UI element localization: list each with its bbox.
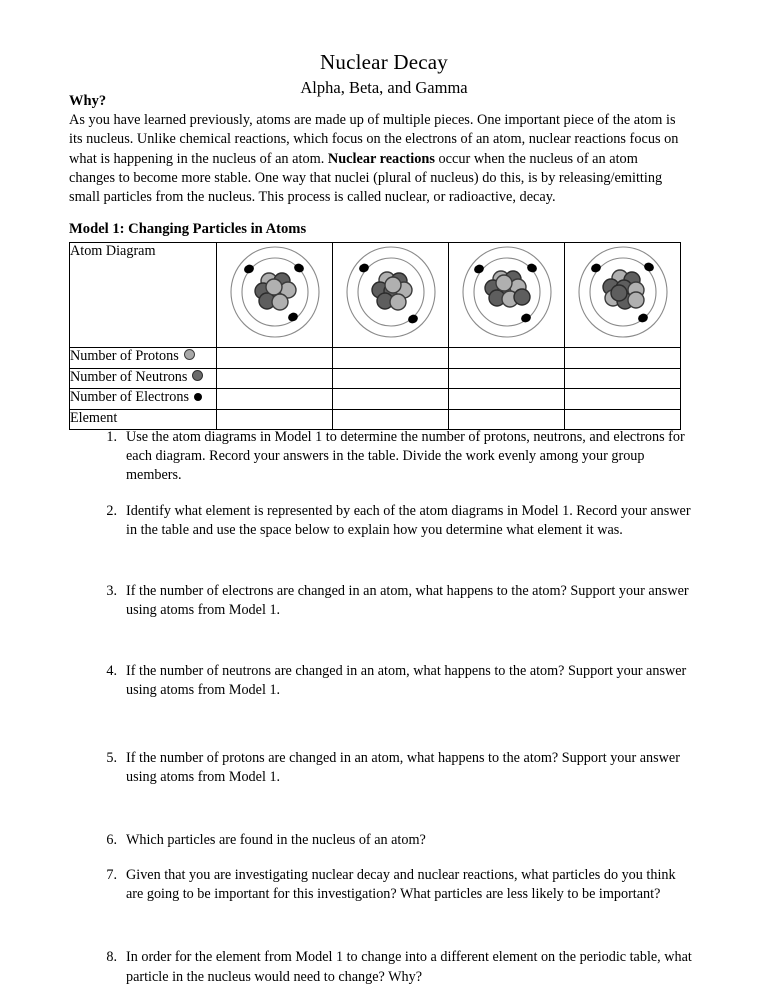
element-value-cell-2[interactable] xyxy=(333,409,449,430)
why-paragraph xyxy=(69,111,683,207)
model1-table xyxy=(69,242,681,430)
electrons-label-row xyxy=(70,389,216,407)
nucleus-4 xyxy=(603,270,644,309)
element-value-cell-3[interactable] xyxy=(449,409,565,430)
row-label-atom-diagram xyxy=(70,243,217,348)
nucleus-3 xyxy=(485,271,530,307)
question-1-text: Use the atom diagrams in Model 1 to determine the number of protons, neutrons, and electrons for each diagram. Record your answers in the table. Divide the work evenly among your group members. xyxy=(126,429,685,484)
row-label-neutrons xyxy=(70,368,217,389)
document-body xyxy=(69,92,683,430)
electrons-value-cell-4[interactable] xyxy=(565,389,681,410)
question-4 xyxy=(69,662,694,700)
question-6-text: Which particles are found in the nucleus of an atom? xyxy=(126,831,426,848)
question-3 xyxy=(69,582,694,620)
question-2-number: 2. xyxy=(106,502,117,519)
table-row-electrons xyxy=(70,389,681,410)
question-7 xyxy=(69,866,694,904)
neutrons-label-row xyxy=(70,369,216,387)
table-row-atom-diagram xyxy=(70,243,681,348)
why-text-part2: occur when the nucleus of an atom changes to become more stable. One way that nuclei (plural of nucleus) do this, is by releasing/emitting small particles from the nucleus. This process is called nuclear, or radioactive, decay. xyxy=(69,150,663,205)
atom-diagram-cell-3 xyxy=(449,243,565,348)
table-row-neutrons xyxy=(70,368,681,389)
question-1 xyxy=(69,428,694,486)
row-label-element xyxy=(70,409,217,430)
proton-legend-icon xyxy=(184,348,195,366)
atom-diagram-3 xyxy=(459,243,555,341)
nucleus-2 xyxy=(372,272,412,310)
question-3-text: If the number of electrons are changed in an atom, what happens to the atom? Support your answer using atoms from Model 1. xyxy=(126,582,689,619)
protons-label-row xyxy=(70,348,216,366)
row-label-electrons xyxy=(70,389,217,410)
nucleus-1 xyxy=(255,273,296,310)
question-2-text: Identify what element is represented by each of the atom diagrams in Model 1. Record your answer in the table and use the space below to explain how you determine what element it was. xyxy=(126,502,691,538)
protons-label: Number of Protons xyxy=(70,348,179,365)
electrons-value-cell-1[interactable] xyxy=(217,389,333,410)
question-6-number: 6. xyxy=(106,831,117,848)
question-1-number: 1. xyxy=(106,429,117,445)
model1-heading: Model 1: Changing Particles in Atoms xyxy=(69,221,307,238)
protons-value-cell-4[interactable] xyxy=(565,348,681,369)
question-5-number: 5. xyxy=(106,749,117,766)
question-5 xyxy=(69,749,694,787)
page-subtitle: Alpha, Beta, and Gamma xyxy=(300,78,468,98)
atom-diagram-4 xyxy=(575,243,671,341)
table-row-element xyxy=(70,409,681,430)
neutrons-label: Number of Neutrons xyxy=(70,368,188,385)
electrons-value-cell-3[interactable] xyxy=(449,389,565,410)
question-7-text: Given that you are investigating nuclear decay and nuclear reactions, what particles do you think are going to be important for this investigation? What particles are less likely to be important? xyxy=(126,867,676,903)
atom-diagram-2 xyxy=(343,243,439,341)
atom-diagram-label: Atom Diagram xyxy=(70,243,156,260)
neutrons-value-cell-3[interactable] xyxy=(449,368,565,389)
question-6 xyxy=(69,831,694,850)
question-7-number: 7. xyxy=(106,867,117,884)
electron-legend-icon xyxy=(194,389,202,407)
atom-diagram-cell-4 xyxy=(565,243,681,348)
why-heading: Why? xyxy=(69,93,107,109)
electrons-value-cell-2[interactable] xyxy=(333,389,449,410)
model1-table-body xyxy=(70,243,681,430)
question-4-text: If the number of neutrons are changed in an atom, what happens to the atom? Support your answer using atoms from Model 1. xyxy=(126,663,687,699)
electrons-label: Number of Electrons xyxy=(70,389,189,406)
atom-diagram-cell-2 xyxy=(333,243,449,348)
question-5-text: If the number of protons are changed in an atom, what happens to the atom? Support your answer using atoms from Model 1. xyxy=(126,749,680,785)
page-title: Nuclear Decay xyxy=(320,50,448,74)
neutrons-value-cell-4[interactable] xyxy=(565,368,681,389)
question-8 xyxy=(69,948,694,986)
table-row-protons xyxy=(70,348,681,369)
atom-diagram-cell-1 xyxy=(217,243,333,348)
neutrons-value-cell-1[interactable] xyxy=(217,368,333,389)
question-2 xyxy=(69,502,694,540)
nuclear-reactions-term: Nuclear reactions xyxy=(327,150,435,167)
row-label-protons xyxy=(70,348,217,369)
protons-value-cell-3[interactable] xyxy=(449,348,565,369)
neutrons-value-cell-2[interactable] xyxy=(333,368,449,389)
protons-value-cell-1[interactable] xyxy=(217,348,333,369)
why-text-part1: As you have learned previously, atoms are made up of multiple pieces. One important piece of the atom is its nucleus. Unlike chemical reactions, which focus on the electrons of an atom, nuclear reactions focus on what is happening in the nucleus of an atom. xyxy=(69,112,679,167)
questions-list xyxy=(69,428,694,987)
question-8-number: 8. xyxy=(106,949,117,966)
neutron-legend-icon xyxy=(192,369,203,387)
question-8-text: In order for the element from Model 1 to change into a different element on the periodic table, what particle in the nucleus would need to change? Why? xyxy=(126,949,692,985)
protons-value-cell-2[interactable] xyxy=(333,348,449,369)
element-value-cell-4[interactable] xyxy=(565,409,681,430)
element-label: Element xyxy=(70,409,118,426)
atom-diagram-1 xyxy=(227,243,323,341)
element-value-cell-1[interactable] xyxy=(217,409,333,430)
question-3-number: 3. xyxy=(106,582,117,599)
question-4-number: 4. xyxy=(106,663,117,680)
